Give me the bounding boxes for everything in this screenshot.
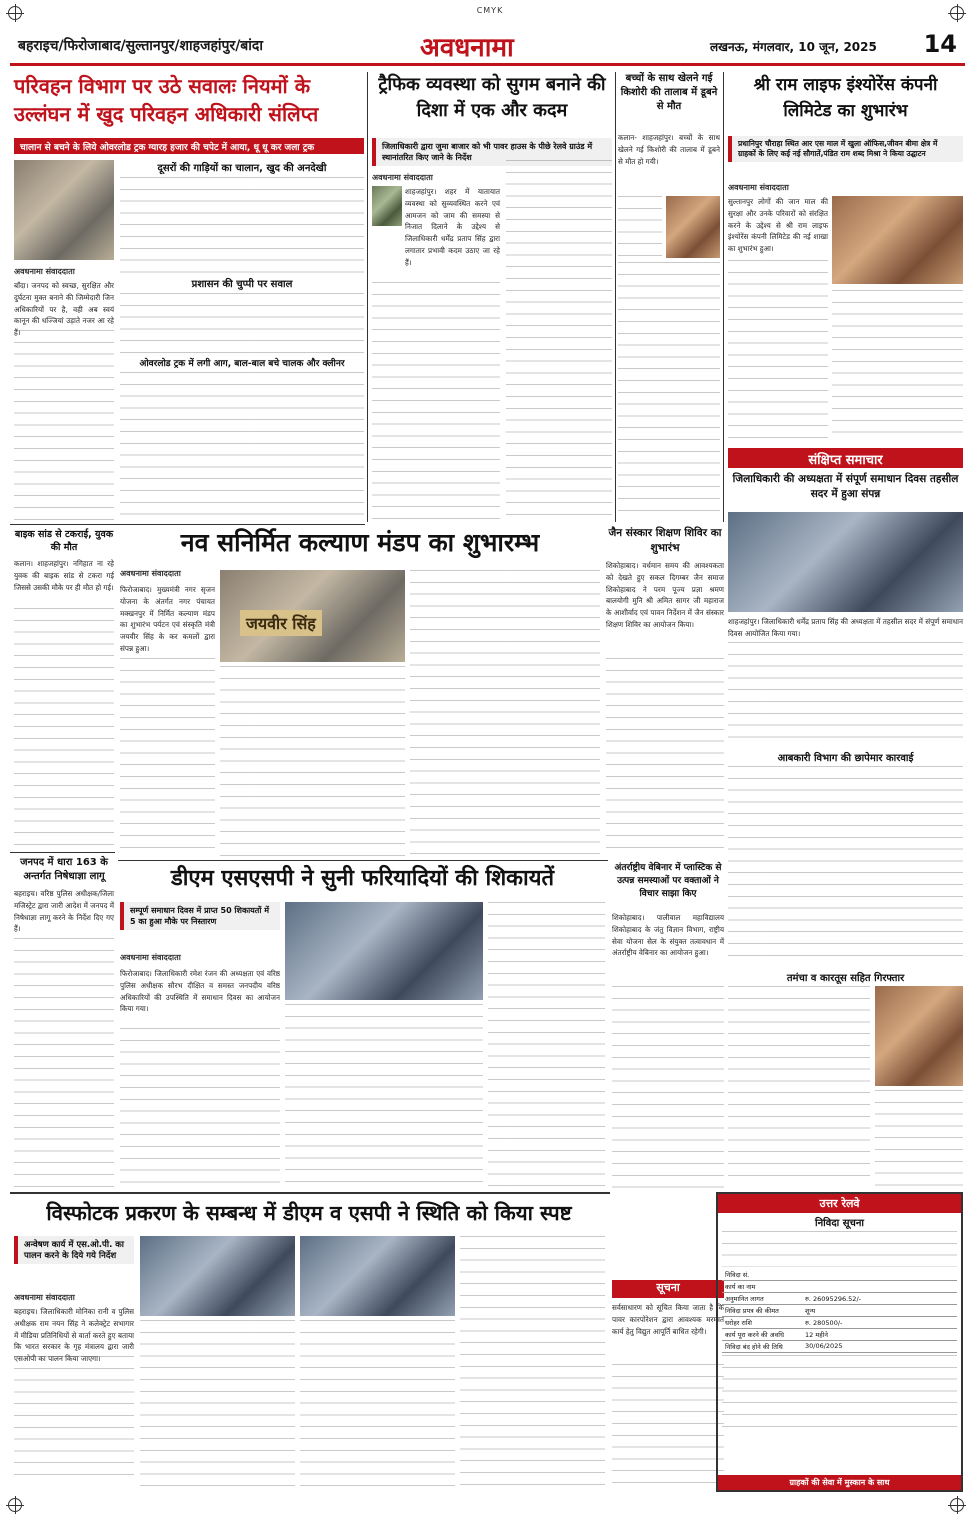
ad-row xyxy=(722,1305,957,1317)
story1-lead: बाँदा। जनपद को स्वच्छ, सुरक्षित और दुर्घटना मुक्त बनाने की जिम्मेदारी जिन अधिकारियों पर है, वही अब स्वयं कानून की धज्जियां उड़ाते नजर आ रहे हैं। xyxy=(14,281,114,338)
story1-photo xyxy=(14,160,114,260)
story11-sub: अन्वेषण कार्य में एस.ओ.पी. का पालन करने के दिये गये निर्देश xyxy=(14,1236,134,1264)
story3-photo xyxy=(666,196,720,258)
story7-text xyxy=(606,658,724,858)
ad-row-label: निविदा सं. xyxy=(725,1271,750,1279)
story8-lead: बहराइच। वरिष्ठ पुलिस अधीक्षक/जिला मजिस्ट्रेट द्वारा जारी आदेश में जनपद में निषेधाज्ञा लागू करने के निर्देश दिए गए हैं। xyxy=(14,889,114,934)
story1-headline-wrap xyxy=(14,72,364,134)
story6-photo xyxy=(220,570,405,662)
story10-lead: शिकोहाबाद। पालीवाल महाविद्यालय शिकोहाबाद के जंतु विज्ञान विभाग, राष्ट्रीय सेवा योजना सेल के संयुक्त तत्वावधान में अंतर्राष्ट्रीय वेबिनार का आयोजन हुआ। xyxy=(612,913,724,958)
ad-title: निविदा सूचना xyxy=(815,1218,864,1229)
story9-text xyxy=(488,902,605,1188)
registration-mark xyxy=(8,6,22,20)
story1-sub1: दूसरों की गाड़ियों का चालान, खुद की अनदेखी xyxy=(157,163,327,174)
ad-row xyxy=(722,1329,957,1341)
brief-headline: जिलाधिकारी की अध्यक्षता में संपूर्ण समाधान दिवस तहसील सदर में हुआ संपन्न xyxy=(732,473,959,500)
ad-row xyxy=(722,1293,957,1305)
story9-headline-wrap xyxy=(120,862,605,898)
ad-footer: ग्राहकों की सेवा में मुस्कान के साथ xyxy=(718,1475,961,1490)
story5-headline: बाइक सांड से टकराई, युवक की मौत xyxy=(14,529,114,553)
registration-mark xyxy=(950,6,964,20)
story2-lead: शाहजहांपुर। शहर में यातायात व्यवस्था को सुव्यवस्थित करने एवं आमजन को जाम की समस्या से निजात दिलाने के उद्देश्य से जिलाधिकारी धर्मेंद्र प्रताप सिंह द्वारा लगातार प्रभावी कदम उठाए जा रहे हैं। xyxy=(405,187,500,267)
story1-text xyxy=(120,293,364,353)
ad-row-label: अनुमानित लागत xyxy=(725,1295,764,1303)
story9-text xyxy=(285,1004,483,1188)
story4-photo xyxy=(832,196,963,284)
ad-row-label: धरोहर राशि xyxy=(725,1319,752,1327)
brief-photo2 xyxy=(875,986,963,1086)
ad-row-label: निविदा बंद होने की तिथि xyxy=(725,1343,783,1351)
plaque-text: जयवीर सिंह xyxy=(240,610,322,636)
story11-byline: अवधनामा संवाददाता xyxy=(14,1293,75,1302)
story10-headline: अंतर्राष्ट्रीय वेबिनार में प्लास्टिक से उत्पन्न समस्याओं पर वक्ताओं ने विचार साझा किए xyxy=(614,863,722,899)
story9-photo xyxy=(285,902,483,1000)
story3-text xyxy=(618,196,662,258)
story2-headline: ट्रैफिक व्यवस्था को सुगम बनाने की दिशा में एक और कदम xyxy=(378,74,606,121)
ad-row-label: निविदा प्रपत्र की कीमत xyxy=(725,1307,779,1315)
brief-sub3: तमंचा व कारतूस सहित गिरफ्तार xyxy=(786,973,905,984)
story3-headline: बच्चों के साथ खेलने गई किशोरी की तालाब में डूबने से मौत xyxy=(620,73,718,112)
brief-sub2: आबकारी विभाग की छापेमार कारवाई xyxy=(777,753,914,764)
ad-row xyxy=(722,1317,957,1329)
ad-org: उत्तर रेलवे xyxy=(718,1194,961,1213)
story2-text xyxy=(372,282,500,522)
story11-text xyxy=(460,1236,605,1486)
masthead xyxy=(10,28,965,66)
story9-text xyxy=(120,1028,280,1188)
story5-text xyxy=(14,608,114,848)
story11-photo xyxy=(300,1236,455,1316)
ad-row-value: 30/06/2025 xyxy=(805,1342,843,1350)
story1-text xyxy=(120,177,364,273)
ad-row xyxy=(722,1281,957,1293)
ad-table xyxy=(722,1269,957,1353)
story4-headline-wrap xyxy=(728,72,963,132)
story4-byline: अवधनामा संवाददाता xyxy=(728,183,789,192)
story1-text xyxy=(120,372,364,522)
brief-lead: शाहजहांपुर। जिलाधिकारी धर्मेंद्र प्रताप सिंह की अध्यक्षता में तहसील सदर में संपूर्ण समाधान दिवस आयोजित किया गया। xyxy=(728,617,963,638)
notice-title: सूचना xyxy=(612,1280,724,1298)
story1-sub3: ओवरलोड ट्रक में लगी आग, बाल-बाल बचे चालक और क्लीनर xyxy=(139,359,345,369)
brief-text xyxy=(728,642,963,746)
story4-headline: श्री राम लाइफ इंश्योरेंस कंपनी लिमिटेड का शुभारंभ xyxy=(753,75,938,121)
story4-text xyxy=(728,260,828,442)
story1-sub2: प्रशासन की चुप्पी पर सवाल xyxy=(191,279,293,290)
story2-headline-wrap xyxy=(372,72,612,134)
masthead-cities: बहराइच/फिरोजाबाद/सुल्तानपुर/शाहजहांपुर/बांदा xyxy=(18,38,263,54)
story3-text xyxy=(618,262,720,520)
story8-headline: जनपद में धारा 163 के अन्तर्गत निषेधाज्ञा लागू xyxy=(20,857,108,882)
registration-mark xyxy=(950,1498,964,1512)
registration-mark xyxy=(8,1498,22,1512)
story9-byline: अवधनामा संवाददाता xyxy=(120,953,181,962)
brief-photo xyxy=(728,512,963,612)
story10-text xyxy=(612,986,724,1188)
story8-text xyxy=(14,938,114,1188)
cmyk-mark: CMYK xyxy=(476,6,504,15)
story7-headline: जैन संस्कार शिक्षण शिविर का शुभारंभ xyxy=(608,527,722,554)
story1-kicker: चालान से बचने के लिये ओवरलोड ट्रक ग्यारह हजार की चपेट में आया, धू धू कर जला ट्रक xyxy=(14,138,364,154)
ad-row xyxy=(722,1341,957,1353)
story9-headline: डीएम एसएसपी ने सुनी फरियादियों की शिकायतें xyxy=(170,866,555,891)
ad-text xyxy=(722,1355,957,1435)
newspaper-logo: अवधनामा xyxy=(420,33,514,63)
story4-lead: सुल्तानपुर लोगों की जान माल की सुरक्षा और उनके परिवारों को संरक्षित करने के उद्देश्य से श्री राम लाइफ इंश्योरेंस कंपनी लिमिटेड की नई शाखा का शुभारंभ हुआ। xyxy=(728,197,828,254)
story11-text xyxy=(300,1320,455,1486)
story3-lead: कलान- शाहजहांपुर। बच्चों के साथ खेलने गई किशोरी की तालाब में डूबने से मौत हो गयी। xyxy=(618,133,720,166)
ad-row xyxy=(722,1269,957,1281)
story1-byline: अवधनामा संवाददाता xyxy=(14,267,75,276)
story6-lead: फिरोजाबाद। मुख्यमंत्री नगर सृजन योजना के अंतर्गत नगर पंचायत मक्खनपुर में निर्मित कल्याण मंडप का शुभारंभ पर्यटन एवं संस्कृति मंत्री जयवीर सिंह के कर कमलों द्वारा संपन्न हुआ। xyxy=(120,585,215,653)
brief-text xyxy=(875,1090,963,1186)
story6-text xyxy=(410,570,600,858)
brief-text xyxy=(728,766,963,966)
story2-photo xyxy=(372,186,402,226)
story6-headline: नव सनिर्मित कल्याण मंडप का शुभारम्भ xyxy=(180,528,540,557)
ad-row-label: कार्य पूरा करने की अवधि xyxy=(725,1331,784,1339)
story6-headline-wrap xyxy=(120,524,600,564)
story11-photo xyxy=(140,1236,295,1316)
ad-row-value: रु. 280500/- xyxy=(805,1319,843,1327)
story1-text-col1 xyxy=(14,330,114,520)
story6-text xyxy=(120,658,215,858)
story9-sub: सम्पूर्ण समाधान दिवस में प्राप्त 50 शिकायतों में 5 का हुआ मौके पर निस्तारण xyxy=(120,902,280,930)
story7-lead: शिकोहाबाद। वर्धमान समय की आवश्यकता को देखते हुए सकल दिगम्बर जैन समाज शिकोहाबाद ने परम पूज्य प्रज्ञा श्रमण बालयोगी मुनि श्री अमित सागर जी महाराज के आशीर्वाद एवं पावन निर्देशन में जैन संस्कार शिक्षण शिविर का आयोजन किया। xyxy=(606,561,724,629)
story11-text xyxy=(140,1320,295,1486)
story4-text xyxy=(832,290,963,442)
notice-lead: सर्वसाधारण को सूचित किया जाता है कि पावर कारपोरेशन द्वारा आवश्यक मरम्मत कार्य हेतु विद्युत आपूर्ति बाधित रहेगी। xyxy=(612,1303,724,1336)
story1-body xyxy=(120,160,364,520)
story11-headline-wrap xyxy=(14,1196,604,1232)
brief-title: संक्षिप्त समाचार xyxy=(728,448,963,468)
story11-headline: विस्फोटक प्रकरण के सम्बन्ध में डीएम व एसपी ने स्थिति को किया स्पष्ट xyxy=(46,1201,572,1225)
ad-row-value: रु. 26095296.52/- xyxy=(805,1295,861,1303)
notice-text xyxy=(612,1364,724,1486)
story5-lead: कलान। शाहजहांपुर। नगिहात ना रहे युवक की बाइक सांड से टकरा गई जिससे उसकी मौके पर ही मौत हो गई। xyxy=(14,559,114,592)
story2-sub: जिलाधिकारी द्वारा जुमा बाजार को भी पावर हाउस के पीछे रेलवे ग्राउंड में स्थानांतरित किए जाने के निर्देश xyxy=(372,138,612,166)
story1-headline: परिवहन विभाग पर उठे सवालः नियमों के उल्लंघन में खुद परिवहन अधिकारी संलिप्त xyxy=(14,74,319,126)
story6-text xyxy=(220,666,405,858)
story11-lead: बहराइच। जिलाधिकारी मोनिका रानी व पुलिस अधीक्षक राम नयन सिंह ने कलेक्ट्रेट सभागार में मीडिया प्रतिनिधियों से वार्ता करते हुए बताया कि भारत सरकार के गृह मंत्रालय द्वारा जारी एसओपी का पालन किया जाएगा। xyxy=(14,1307,134,1364)
story4-sub: प्रधानिपुर चौराहा स्थित आर एस माल में खुला ऑफिस,जीवन बीमा क्षेत्र में ग्राहकों के लिए कई नई सौगातें,पंडित राम शब्द मिश्रा ने किया उद्घाटन xyxy=(728,136,963,162)
ad-row-value: 12 महीने xyxy=(805,1331,828,1339)
ad-intro xyxy=(722,1231,957,1267)
ad-row-label: कार्य का नाम xyxy=(725,1283,756,1291)
brief-text xyxy=(728,986,870,1186)
ad-row-value: शून्य xyxy=(805,1307,816,1315)
story2-text xyxy=(506,160,612,522)
railway-tender-ad xyxy=(716,1192,963,1492)
story9-lead: फिरोजाबाद। जिलाधिकारी रमेश रंजन की अध्यक्षता एवं वरिष्ठ पुलिस अधीक्षक सौरभ दीक्षित व समस्त जनपदीय वरिष्ठ अधिकारियों की उपस्थिति में समाधान दिवस का आयोजन किया गया। xyxy=(120,969,280,1014)
story3-headline-wrap xyxy=(618,72,720,128)
story11-text xyxy=(14,1356,134,1486)
masthead-date: लखनऊ, मंगलवार, 10 जून, 2025 xyxy=(710,40,877,54)
page-number: 14 xyxy=(923,30,957,58)
story2-byline: अवधनामा संवाददाता xyxy=(372,173,433,182)
story6-byline: अवधनामा संवाददाता xyxy=(120,569,181,578)
